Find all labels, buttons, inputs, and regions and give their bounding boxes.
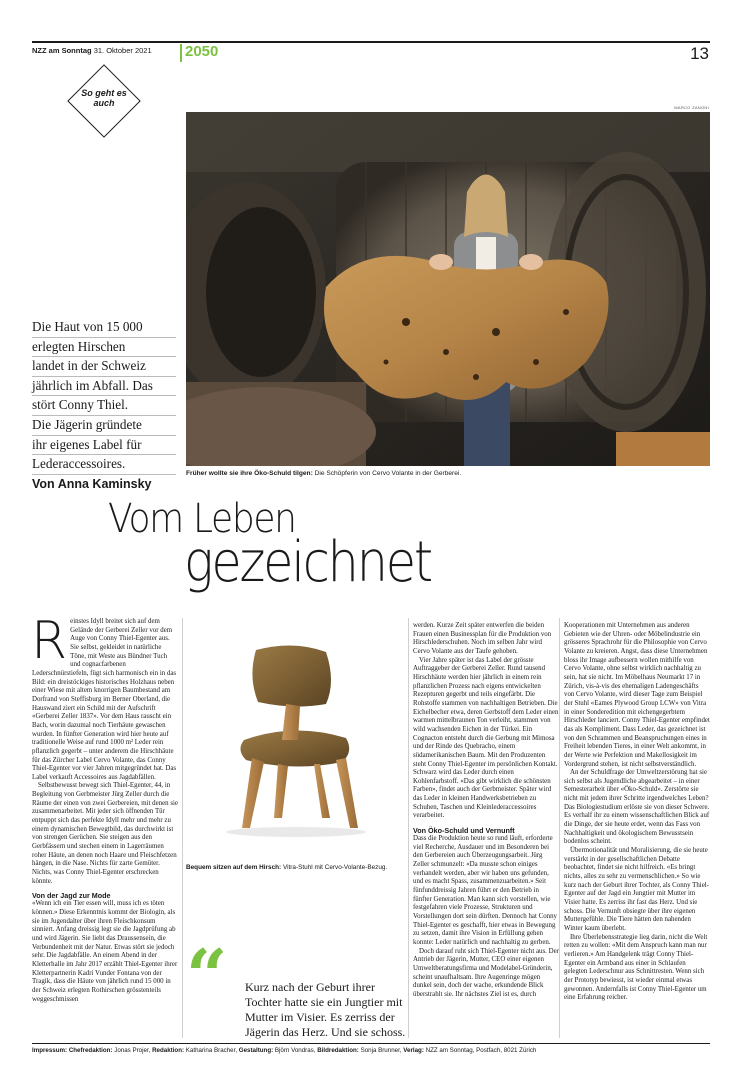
- column-divider: [559, 618, 560, 1038]
- drop-cap: R: [31, 611, 68, 671]
- teaser-line: ihr eigenes Label für: [32, 436, 176, 456]
- paragraph: Ihre Überlebensstrategie lieg darin, nicht die Welt retten zu wollen: «Mit dem Anspruch kann man nur verlieren.» Am Handgelenk trägt Conny Thiel-Egenter ein Armband aus einer in Schlaufen gelegten Lederschnur aus Schnittresten. Wenn sich der Prototyp bewiesst, ist wieder einmal etwas gewonnen. Andernfalls ist Conny Thiel-Egenter um eine Erfahrung reicher.: [564, 933, 708, 1002]
- imprint-value: NZZ am Sonntag, Postfach, 8021 Zürich: [425, 1047, 537, 1054]
- article-column-4: [564, 622, 710, 1003]
- chair-photo-caption: [186, 864, 406, 872]
- section-bar: [180, 44, 182, 62]
- caption-text: Vitra-Stuhl mit Cervo-Volante-Bezug.: [281, 864, 388, 871]
- paragraph: Übermotionalität und Moralisierung, die sie heute verstärkt in der gesellschaftlichen Debatte beobachtet, findet sie nicht hilfreich. «Es bringt nichts, alles zu sehr zu vermenschlichen.» So wie kurz nach der Geburt ihrer Tochter, als Conny Thiel-Egenter auf der Jagd ein Jungtier mit Mutter im Visier hatte. Es zerriss ihr fast das Herz. Und sie schoss. Die Vernunft obsiegte über ihre eigenen Muttergefühle. Die Tiere hätten den nahenden Winter kaum überlebt.: [564, 847, 709, 932]
- column-divider: [182, 618, 183, 1038]
- quote-mark-icon: “: [186, 933, 228, 1018]
- imprint-label: Verlag:: [403, 1047, 424, 1054]
- paragraph: «Wenn ich ein Tier essen will, muss ich es töten können.» Diese Erkenntnis kommt der Biologin, als sie im Jugendalter über ihren Fleischkonsum sinniert. Anfang dreissig legt sie die Jagdprüfung ab und wird Jägerin. Sie liebt das Draussensein, die Verbundenheit mit der Natur. Etwas stört sie jedoch sehr. Die Jagdabfälle. An einem Abend in der Kletterhalle im Jahr 2017 erzählt Thiel-Egenter ihrer Kletterpartnerin Kadri Vunder Fontana von der Tragik, dass die Häute von jährlich rund 15 000 in der Schweiz erlegten Rothirschen grösstenteils weggeschmissen: [32, 900, 178, 1003]
- paragraph-text: einstes Idyll breitet sich auf dem Gelände der Gerberei Zeller vor dem Auge von Conny Thiel-Egenter aus. Sie selbst, gekleidet in natürliche Töne, mit Weste aus Bündner Tuch und cognacfarbenen Lederschnürstiefeln, fügt sich harmonisch ein in das Bild: ein dreistöckiges historisches Holzhaus neben einer Wiese mit altem knorrigen Baumbestand am Dorfrand von Steffisburg im Berner Oberland, die Hauswand ziert ein Schild mit der Aufschrift «Gerberei Zeller 1837». Vor dem Haus rauscht ein Bach, worin dazumal noch Tierhäute gewaschen wurden. In fünfter Generation wird hier heute auf traditionelle Weise auf rund 1000 m² Leder rein pflanzlich gegerbt – unter anderem die Hirschhäute für das Zürcher Label Cervo Volante, das Conny Thiel-Egenter vor vier Jahren mitgegründet hat. Das Label verkauft Accessoires aus Jagdabfällen.: [32, 618, 177, 781]
- imprint-label: Impressum:: [32, 1047, 68, 1054]
- article-column-1: [31, 611, 178, 1004]
- teaser-line: Die Jägerin gründete: [32, 416, 176, 436]
- header-rule: [32, 41, 710, 43]
- imprint-value: Björn Vondras,: [274, 1047, 316, 1054]
- subheading: Von Öko-Schuld und Vernunft: [413, 826, 515, 836]
- paragraph: werden. Kurze Zeit später entwerfen die beiden Frauen einen Businessplan für die Produktion von Hirschlederschuhen. Noch im selben Jahr wird Cervo Volante aus der Taufe gehoben.: [413, 622, 552, 655]
- caption-lead: Früher wollte sie ihre Öko-Schuld tilgen:: [186, 470, 313, 477]
- teaser-line: erlegten Hirschen: [32, 338, 176, 358]
- imprint-value: Katharina Bracher,: [185, 1047, 238, 1054]
- imprint-label: Redaktion:: [152, 1047, 185, 1054]
- imprint-footer: [32, 1047, 710, 1054]
- paragraph: Kooperationen mit Unternehmen aus anderen Gebieten wie der Uhren- oder Möbelindustrie ein grösseres Sprachrohr für die Philosophie von Cervo Volante zu kreieren. Angst, dass diese Unternehmen bloss ihr Image aufbessern wollen mithilfe von Cervo Volante, ohne selbst wirklich nachhaltig zu sein, hat sie nicht. Im Möbelhaus Neumarkt 17 in Zürich, vis-à-vis des ehemaligen Ladengeschäfts von Cervo Volante, wird dieser Tage zum Beispiel der Stuhl «Eames Plywood Group LCW» von Vitra in einer Sonderedition mit eichengegerbtem Hirschleder lanciert. Conny Thiel-Egenter empfindet das als Kompliment. Dass Leder, das gezeichnet ist von den Schrammen und Beanspruchungen eines in Freiheit lebenden Tieres, in einer Welt ankommt, in der Werte wie Perfektion und Makellosigkeit im Vordergrund stehen, ist nicht selbstverständlich.: [564, 622, 710, 768]
- article-column-3: [413, 622, 559, 1000]
- paragraph: Dass die Produktion heute so rund läuft, erforderte viel Recherche, Ausdauer und im Besonderen bei den Gerbereien auch Überzeugungsarbeit. Jürg Zeller schmunzelt: «Da musste schon einiges verhandelt werden, aber wir haben uns gefunden, und es macht Spass, zusammenzuarbeiten.» Seit fünfunddreissig Jahren führt er den Betrieb in fünfter Generation. Man kann sich vorstellen, wie festgefahren viele Prozesse, Strukturen und Vorstellungen dort sein dürften. Dennoch hat Conny Thiel-Egenter es geschafft, hier etwas in Bewegung zu setzen, damit ihre Vision in Erfüllung gehen konnte: Leder natürlich und nachhaltig zu gerben.: [413, 835, 557, 946]
- author-byline: Von Anna Kaminsky: [32, 476, 152, 491]
- teaser: [32, 318, 176, 493]
- imprint-label: Bildredaktion:: [317, 1047, 359, 1054]
- paragraph: Selbstbewusst bewegt sich Thiel-Egenter, 44, in Begleitung von Gerbmeister Jürg Zeller durch die Räume der einen von zwei Gerbereien, mit denen sie zusammenarbeitet. Mit jeder sich öffnenden Tür entpuppt sich das perfekte Idyll mehr und mehr zu einem dynamischen Bewegtbild, das durchwirkt ist von strengen Gerüchen. Sie steigen aus den Gerbfässern und stechen einem in Lagerräumen roher Häute, an denen noch Haare und Fleischfetzen hängen, in die Nase. Nichts für zarte Gemüter. Nichts, was Conny Thiel-Egenter erschrecken könnte.: [32, 782, 178, 885]
- badge-text: So geht es auch: [81, 88, 127, 108]
- page-number: 13: [690, 44, 709, 63]
- chair-illustration: [186, 622, 402, 862]
- teaser-line: jährlich im Abfall. Das: [32, 377, 176, 397]
- masthead: [32, 46, 152, 55]
- teaser-line: Die Haut von 15 000: [32, 318, 176, 338]
- teaser-line: landet in der Schweiz: [32, 357, 176, 377]
- paragraph: An der Schuldfrage der Umweltzerstörung hat sie sich selbst als Jugendliche abgearbeitet – in einer Semesterarbeit über «Öko-Schuld». Zerstörte sie nicht mit jedem ihrer Schritte irgendwelches Leben? Das Biologiestudium erlöste sie von dieser Schwere. Es verhalf ihr zu einem wissenschaftlichen Blick auf die Dinge, der sie heute erdet, wenn das Fass von Nachhaltigkeit und ökologischem Bewusstsein bodenlos scheint.: [564, 769, 710, 846]
- paragraph: Doch darauf ruht sich Thiel-Egenter nicht aus. Der Antrieb der Jägerin, Mutter, CEO einer eigenen Umweltberatungsfirma und Modelabel-Gründerin, scheint unaufhaltsam. Ihre Augenringe mögen dunkel sein, doch der wache, erkundende Blick überstrahlt sie. Ihr nächstes Ziel ist es, durch: [413, 947, 559, 998]
- section-tag: 2050: [185, 43, 219, 60]
- teaser-line: stört Conny Thiel.: [32, 396, 176, 416]
- chair-photo: [186, 622, 402, 862]
- paragraph: Vier Jahre später ist das Label der grösste Auftraggeber der Gerberei Zeller. Rund tausend Hirschhäute werden hier jährlich in einem rein pflanzlichen Prozess nach eigens entwickelten Rezepturen gegerbt und teils eingefärbt. Die Rohstoffe stammen von nachhaltigen Betrieben. Die Eichelbecher etwa, deren Gerbstoff dem Leder einen warmen mittelbraunen Ton verleiht, stammen von wild wachsenden Eichen in der Türkei. Ein Cognacton entsteht durch die Gerbung mit Mimosa und der Rinde des Quebracho, einem südamerikanischen Baum. Mit den Produzenten steht Conny Thiel-Egenter im persönlichen Kontakt. Schwarz wird das Leder durch einen Kohlenfarbstoff. «Das gibt wirklich die schönsten Farben», findet auch der Gerbmeister. Später wird das Leder in kleinen Handwerksbetrieben zu Schuhen, Taschen und Kleinlederaccessoires verarbeitet.: [413, 656, 559, 820]
- caption-text: Die Schöpferin von Cervo Volante in der Gerberei.: [312, 470, 462, 477]
- column-divider: [408, 618, 409, 1038]
- imprint-label: Gestaltung:: [238, 1047, 274, 1054]
- masthead-paper: NZZ am Sonntag: [32, 46, 92, 55]
- caption-lead: Bequem sitzen auf dem Hirsch:: [186, 864, 282, 871]
- masthead-date: 31. Oktober 2021: [93, 46, 152, 55]
- tannery-photo-illustration: [186, 112, 710, 466]
- headline-line2: gezeichnet: [184, 530, 431, 595]
- footer-rule: [32, 1043, 710, 1044]
- subheading: Von der Jagd zur Mode: [32, 891, 111, 901]
- imprint-value: Sonja Brunner,: [360, 1047, 402, 1054]
- photo-credit: MARCO ZANONI: [674, 105, 709, 110]
- main-photo-caption: [186, 470, 710, 478]
- teaser-line: Lederaccessoires.: [32, 455, 176, 475]
- paragraph: [31, 611, 178, 782]
- main-photo: [186, 112, 710, 466]
- imprint-label: Chefredaktion:: [68, 1047, 113, 1054]
- imprint-value: Jonas Projer,: [114, 1047, 151, 1054]
- headline-line1: Vom Leben: [108, 496, 296, 542]
- pull-quote: Kurz nach der Geburt ihrer Tochter hatte sie ein Jungtier mit Mutter im Visier. Es zerriss der Jägerin das Herz. Und sie schoss.: [245, 980, 406, 1039]
